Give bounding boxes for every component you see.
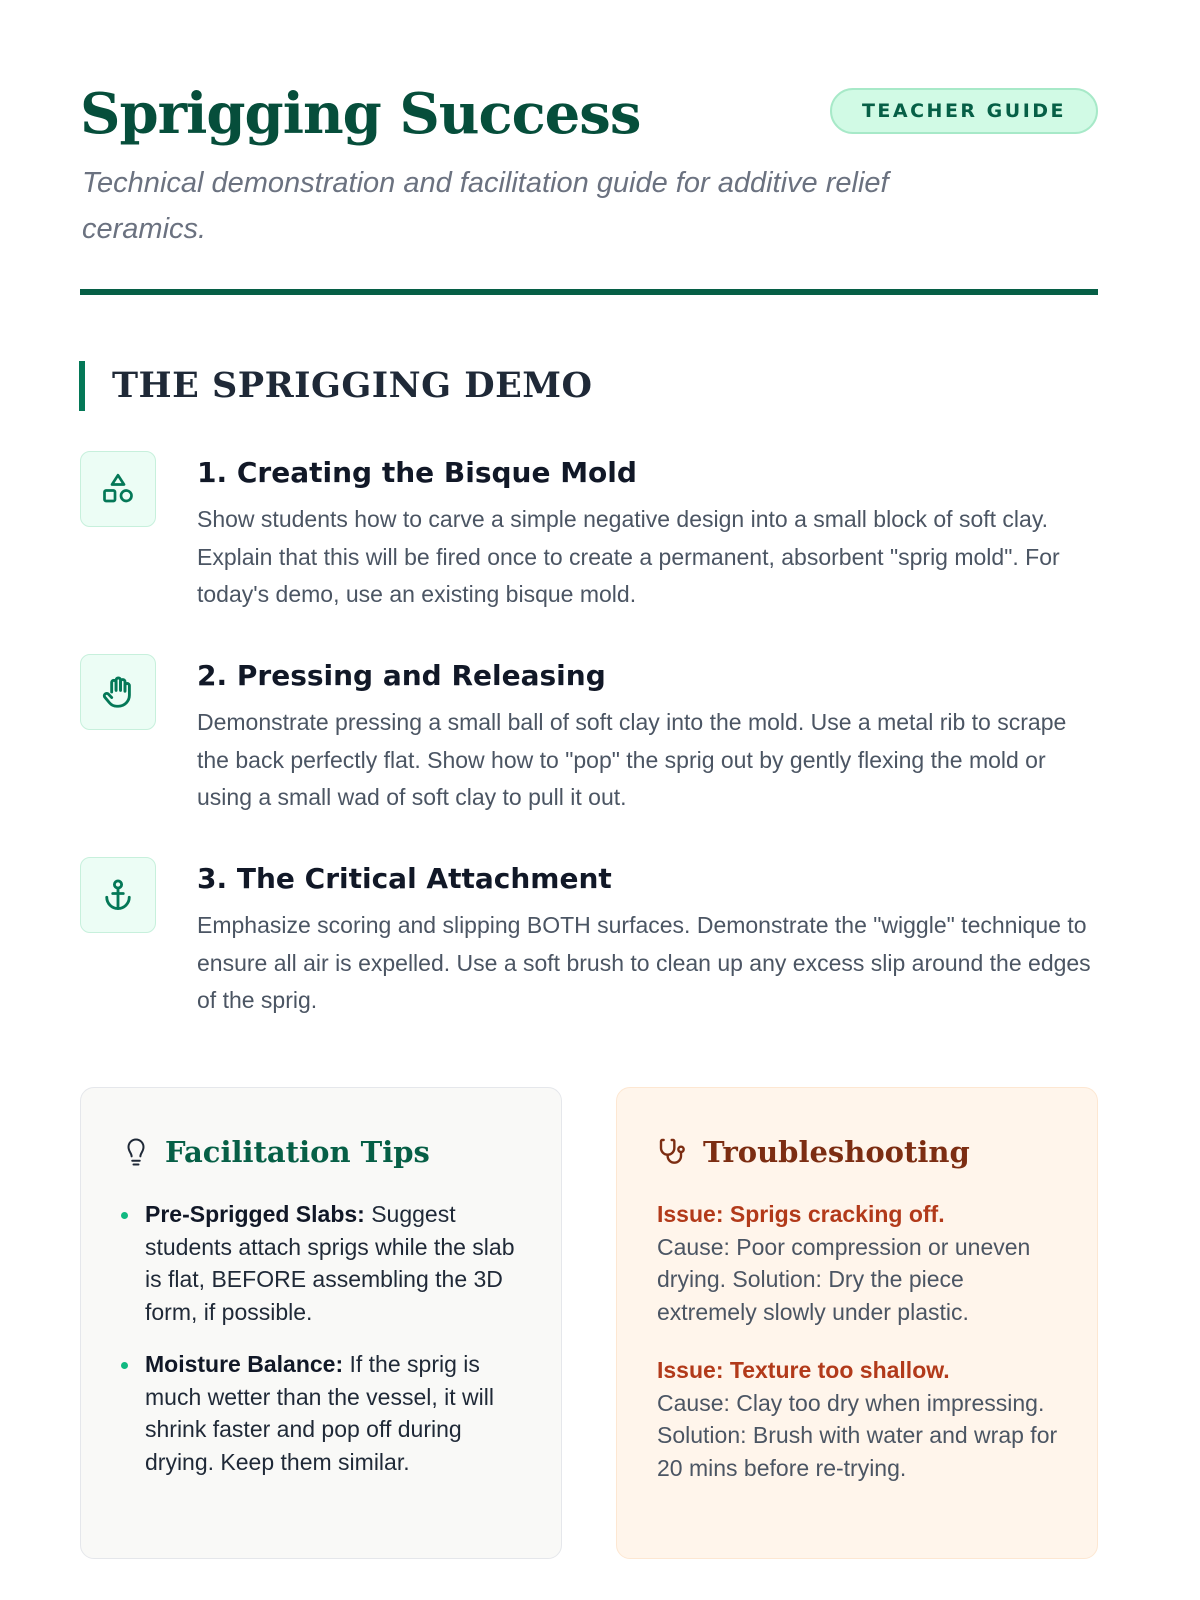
step-description: Demonstrate pressing a small ball of soft clay into the mold. Use a metal rib to scrape the back perfectly flat. Show how to "pop" the sprig out by gently flexing the mold or using a small wad of soft clay to pull it out. xyxy=(197,709,1067,810)
tip-item xyxy=(119,1198,529,1328)
tip-label: Pre-Sprigged Slabs: xyxy=(145,1201,365,1227)
tip-text: Suggest students attach sprigs while the slab is flat, BEFORE assembling the 3D form, if possible. xyxy=(145,1201,515,1325)
page-title: Sprigging Success xyxy=(80,81,641,147)
section-title: THE SPRIGGING DEMO xyxy=(112,365,593,406)
lightbulb-icon xyxy=(121,1135,151,1169)
step-description: Emphasize scoring and slipping BOTH surfaces. Demonstrate the "wiggle" technique to ensure all air is expelled. Use a soft brush to clean up any excess slip around the edges of the sprig. xyxy=(197,912,1091,1013)
page-subtitle: Technical demonstration and facilitation guide for additive relief ceramics. xyxy=(82,167,889,245)
tip-text: If the sprig is much wetter than the vessel, it will shrink faster and pop off during drying. Keep them similar. xyxy=(145,1351,494,1475)
troubleshooting-card-header xyxy=(657,1132,970,1172)
issue-title: Issue: Texture too shallow. xyxy=(657,1357,950,1383)
issue-title: Issue: Sprigs cracking off. xyxy=(657,1201,945,1227)
step-title: 3. The Critical Attachment xyxy=(197,862,612,895)
troubleshooting-card xyxy=(616,1087,1098,1559)
tips-card-title: Facilitation Tips xyxy=(165,1135,430,1169)
header-divider xyxy=(80,289,1098,295)
step-title: 1. Creating the Bisque Mold xyxy=(197,456,637,489)
anchor-icon xyxy=(80,857,156,933)
shapes-icon xyxy=(80,451,156,527)
tip-item xyxy=(119,1348,529,1478)
tips-list xyxy=(119,1198,529,1498)
issues-list xyxy=(657,1198,1067,1510)
teacher-guide-badge: TEACHER GUIDE xyxy=(830,88,1098,134)
issue-description: Cause: Poor compression or uneven drying. Solution: Dry the piece extremely slowly under plastic. xyxy=(657,1233,1031,1325)
step-title: 2. Pressing and Releasing xyxy=(197,659,606,692)
stethoscope-icon xyxy=(657,1136,689,1168)
issue-item xyxy=(657,1354,1067,1484)
bullet-dot xyxy=(121,1362,128,1369)
tips-card-header xyxy=(121,1132,430,1172)
troubleshooting-card-title: Troubleshooting xyxy=(703,1135,970,1169)
section-accent-bar xyxy=(79,361,85,411)
tip-label: Moisture Balance: xyxy=(145,1351,344,1377)
hand-icon xyxy=(80,654,156,730)
step-description: Show students how to carve a simple negative design into a small block of soft clay. Explain that this will be fired once to create a permanent, absorbent "sprig mold". For today's demo, use an existing bisque mold. xyxy=(197,506,1060,607)
issue-description: Cause: Clay too dry when impressing. Solution: Brush with water and wrap for 20 mins before re-trying. xyxy=(657,1389,1058,1481)
bullet-dot xyxy=(121,1212,128,1219)
issue-item xyxy=(657,1198,1067,1328)
facilitation-tips-card xyxy=(80,1087,562,1559)
